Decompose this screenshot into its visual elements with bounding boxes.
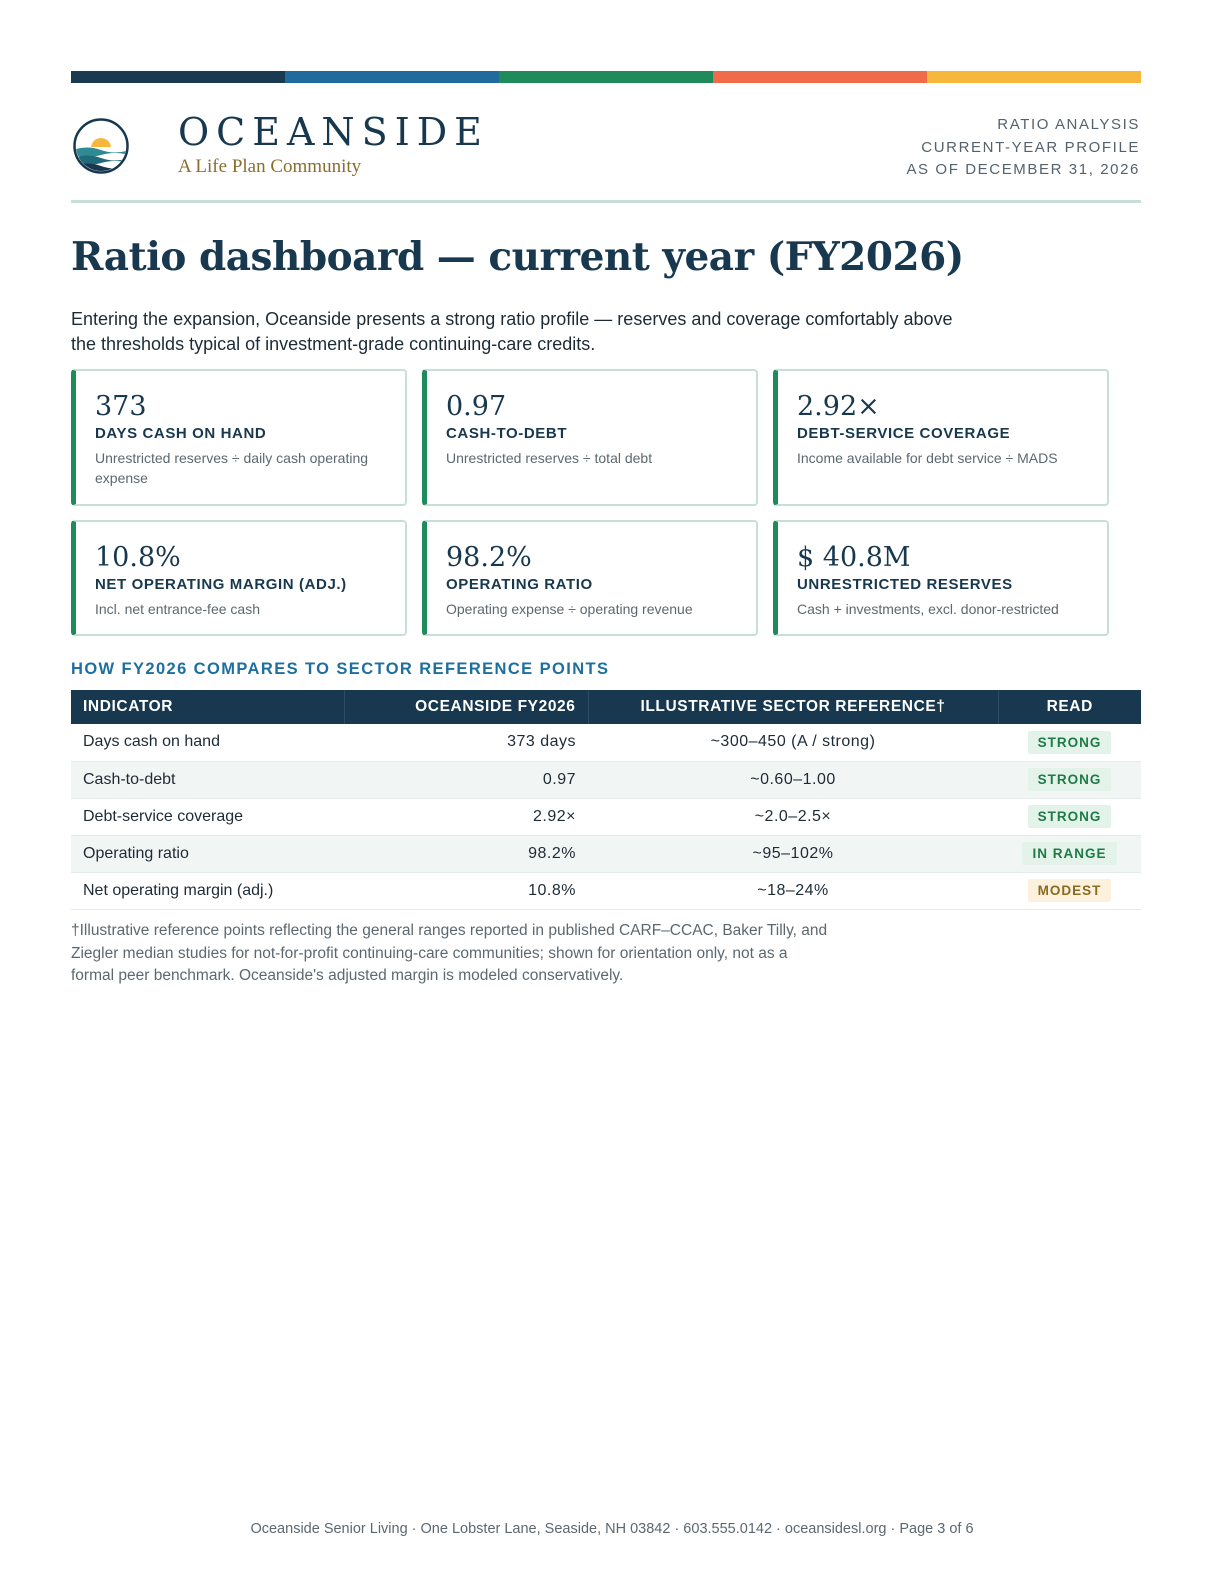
kpi-label: DAYS CASH ON HAND <box>95 425 267 442</box>
table-row <box>71 872 1141 909</box>
header-divider <box>71 200 1141 203</box>
kpi-card-operating-ratio <box>422 520 758 636</box>
kpi-value: 98.2% <box>446 542 532 573</box>
indicator-cell: Operating ratio <box>71 835 344 872</box>
page-title: Ratio dashboard — current year (FY2026) <box>71 234 964 280</box>
table-footnote: †Illustrative reference points reflecting the general ranges reported in published CARF–CCAC, Baker Tilly, and Ziegler median studies for not-for-profit continuing-care communities; shown for orientation only, not as a formal peer benchmark. Oceanside's adjusted margin is modeled conservatively. <box>71 922 828 984</box>
kpi-card-debt-service <box>773 369 1109 506</box>
stripe-segment <box>713 71 927 83</box>
kpi-description: Operating expense ÷ operating revenue <box>446 601 693 617</box>
read-badge: IN RANGE <box>1022 842 1116 865</box>
reference-cell: ~300–450 (A / strong) <box>588 724 998 761</box>
indicator-cell: Days cash on hand <box>71 724 344 761</box>
meta-line: AS OF DECEMBER 31, 2026 <box>906 161 1140 178</box>
stripe-segment <box>71 71 285 83</box>
read-badge: STRONG <box>1028 768 1112 791</box>
indicator-cell: Debt-service coverage <box>71 798 344 835</box>
value-cell: 0.97 <box>344 761 588 798</box>
sun-over-waves-icon <box>71 118 131 174</box>
meta-line: CURRENT-YEAR PROFILE <box>921 138 1140 156</box>
kpi-label: CASH-TO-DEBT <box>446 425 568 442</box>
kpi-description: Incl. net entrance-fee cash <box>95 601 260 617</box>
kpi-value: 373 <box>95 391 147 422</box>
table-row <box>71 798 1141 835</box>
kpi-description: Income available for debt service ÷ MADS <box>797 450 1058 466</box>
brand-name: OCEANSIDE <box>178 110 489 154</box>
page-footer: Oceanside Senior Living · One Lobster Lane, Seaside, NH 03842 · 603.555.0142 · oceansidesl.org · Page 3 of 6 <box>250 1521 974 1537</box>
column-header: INDICATOR <box>71 690 344 724</box>
table-header-row <box>71 690 1141 724</box>
stripe-segment <box>499 71 713 83</box>
stripe-segment <box>927 71 1141 83</box>
stripe-segment <box>285 71 499 83</box>
kpi-description: Unrestricted reserves ÷ total debt <box>446 450 653 466</box>
reference-cell: ~95–102% <box>588 835 998 872</box>
kpi-value: 0.97 <box>446 391 507 422</box>
reference-cell: ~2.0–2.5× <box>588 798 998 835</box>
meta-line: RATIO ANALYSIS <box>997 116 1140 133</box>
table-row <box>71 724 1141 761</box>
value-cell: 10.8% <box>344 872 588 909</box>
kpi-label: DEBT-SERVICE COVERAGE <box>797 425 1011 442</box>
value-cell: 373 days <box>344 724 588 761</box>
read-badge: STRONG <box>1028 731 1112 754</box>
color-stripe <box>71 71 1141 83</box>
table-row <box>71 835 1141 872</box>
column-header: OCEANSIDE FY2026 <box>344 690 588 724</box>
column-header: ILLUSTRATIVE SECTOR REFERENCE† <box>588 690 998 724</box>
kpi-description: Cash + investments, excl. donor-restricted <box>797 601 1059 617</box>
kpi-card-reserves <box>773 520 1109 636</box>
column-header: READ <box>998 690 1141 724</box>
reference-cell: ~18–24% <box>588 872 998 909</box>
kpi-card-cash-to-debt <box>422 369 758 506</box>
reference-cell: ~0.60–1.00 <box>588 761 998 798</box>
read-badge: MODEST <box>1028 879 1112 902</box>
indicator-cell: Cash-to-debt <box>71 761 344 798</box>
section-heading: HOW FY2026 COMPARES TO SECTOR REFERENCE POINTS <box>71 660 610 678</box>
brand-tagline: A Life Plan Community <box>178 156 362 177</box>
kpi-label: OPERATING RATIO <box>446 576 593 593</box>
kpi-description: Unrestricted reserves ÷ daily cash operating expense <box>95 450 369 486</box>
kpi-value: 2.92× <box>797 391 880 422</box>
report-meta <box>906 114 1140 182</box>
comparison-table <box>71 690 1141 910</box>
indicator-cell: Net operating margin (adj.) <box>71 872 344 909</box>
value-cell: 2.92× <box>344 798 588 835</box>
kpi-value: 10.8% <box>95 542 181 573</box>
value-cell: 98.2% <box>344 835 588 872</box>
table-row <box>71 761 1141 798</box>
intro-paragraph: Entering the expansion, Oceanside presents a strong ratio profile — reserves and coverage comfortably above the thresholds typical of investment-grade continuing-care credits. <box>71 309 953 354</box>
read-badge: STRONG <box>1028 805 1112 828</box>
kpi-label: UNRESTRICTED RESERVES <box>797 576 1013 593</box>
kpi-value: $ 40.8M <box>797 542 911 573</box>
kpi-card-days-cash <box>71 369 407 506</box>
kpi-label: NET OPERATING MARGIN (ADJ.) <box>95 576 347 593</box>
kpi-card-net-margin <box>71 520 407 636</box>
